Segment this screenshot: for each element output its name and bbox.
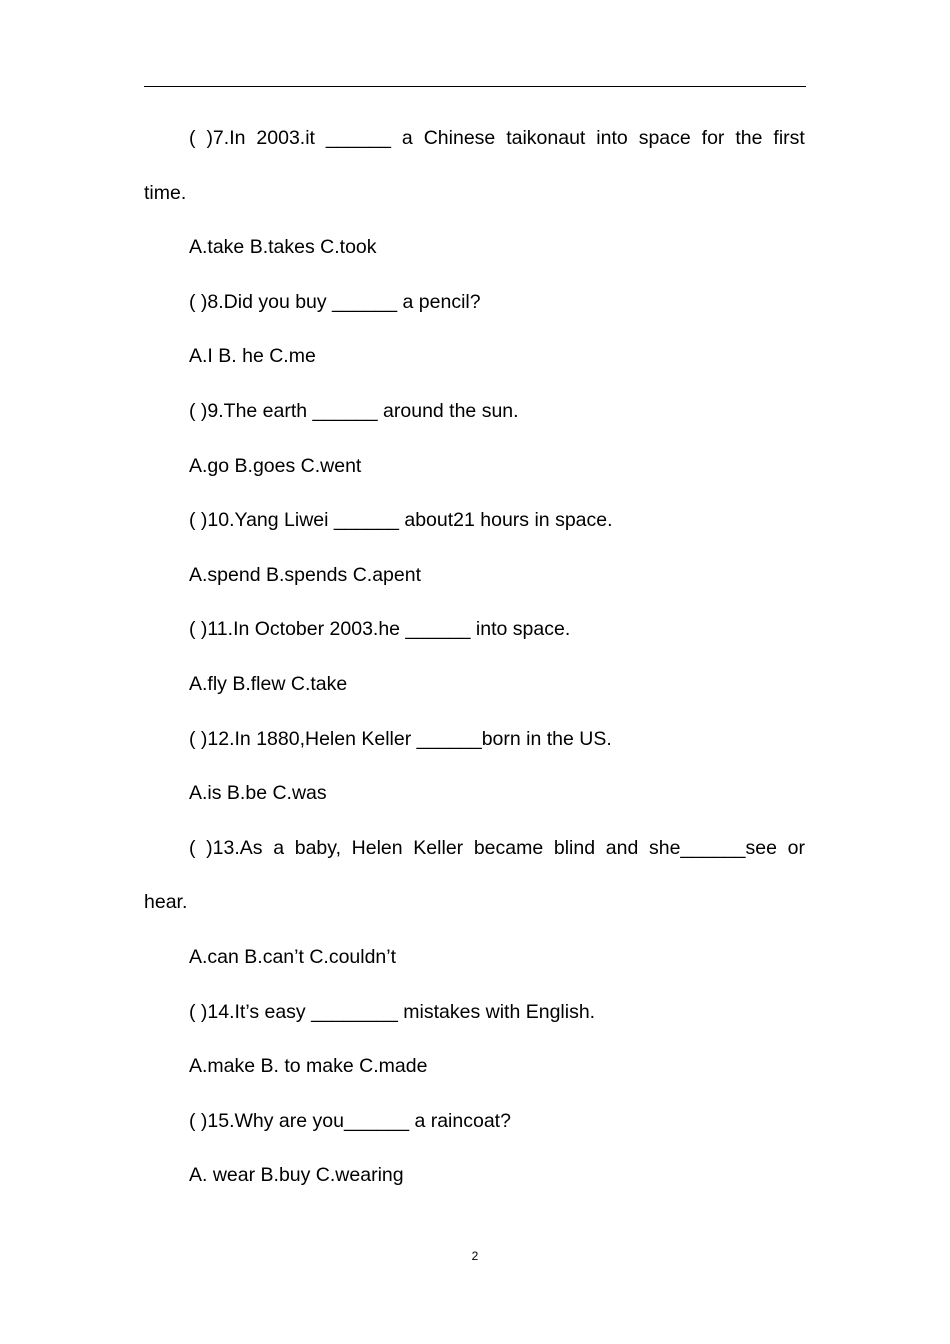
stem-word: became xyxy=(473,836,544,859)
question-9-options: A.go B.goes C.went xyxy=(189,454,362,477)
stem-word: she______see xyxy=(648,836,777,859)
header-rule xyxy=(144,86,806,87)
question-15-stem: ( )15.Why are you______ a raincoat? xyxy=(189,1109,511,1132)
question-7-stem xyxy=(144,111,805,166)
question-13-options: A.can B.can’t C.couldn’t xyxy=(189,945,397,968)
stem-word: space xyxy=(638,127,691,149)
stem-word: 2003.it xyxy=(256,127,315,149)
question-11-options: A.fly B.flew C.take xyxy=(189,672,348,695)
question-15-options: A. wear B.buy C.wearing xyxy=(189,1164,404,1187)
question-7-options: A.take B.takes C.took xyxy=(189,236,377,259)
question-9-stem: ( )9.The earth ______ around the sun. xyxy=(189,399,519,422)
stem-word: Chinese xyxy=(423,127,496,149)
question-8-options: A.I B. he C.me xyxy=(189,345,316,368)
page-number: 2 xyxy=(471,1249,479,1263)
stem-word: ( xyxy=(189,127,196,149)
question-list xyxy=(144,111,805,1203)
question-11-stem: ( )11.In October 2003.he ______ into space. xyxy=(189,618,571,641)
question-14-stem: ( )14.It’s easy ________ mistakes with English. xyxy=(189,1000,596,1023)
question-8-stem: ( )8.Did you buy ______ a pencil? xyxy=(189,290,481,313)
stem-word: ( xyxy=(189,836,196,859)
stem-word: for xyxy=(701,127,725,149)
question-10-options: A.spend B.spends C.apent xyxy=(189,563,421,586)
stem-word: taikonaut xyxy=(506,127,586,149)
stem-word: into xyxy=(596,127,628,149)
stem-word: blind xyxy=(553,836,596,859)
stem-word: )13.As xyxy=(206,836,263,859)
question-13-stem xyxy=(144,821,805,876)
question-7-stem-continued: time. xyxy=(144,181,187,204)
stem-word: or xyxy=(787,836,805,859)
question-12-stem: ( )12.In 1880,Helen Keller ______born in the US. xyxy=(189,727,612,750)
stem-word: baby, xyxy=(294,836,341,859)
stem-word: a xyxy=(273,836,285,859)
question-12-options: A.is B.be C.was xyxy=(189,782,327,805)
question-14-options: A.make B. to make C.made xyxy=(189,1055,428,1078)
answer-blank: ______ xyxy=(325,127,391,149)
stem-word: and xyxy=(605,836,639,859)
stem-word: Helen xyxy=(351,836,403,859)
question-13-stem-continued: hear. xyxy=(144,891,188,914)
stem-word: first xyxy=(773,127,805,149)
stem-word: )7.In xyxy=(206,127,246,149)
question-10-stem: ( )10.Yang Liwei ______ about21 hours in space. xyxy=(189,509,613,532)
stem-word: Keller xyxy=(413,836,464,859)
stem-word: a xyxy=(401,127,413,149)
stem-word: the xyxy=(735,127,763,149)
